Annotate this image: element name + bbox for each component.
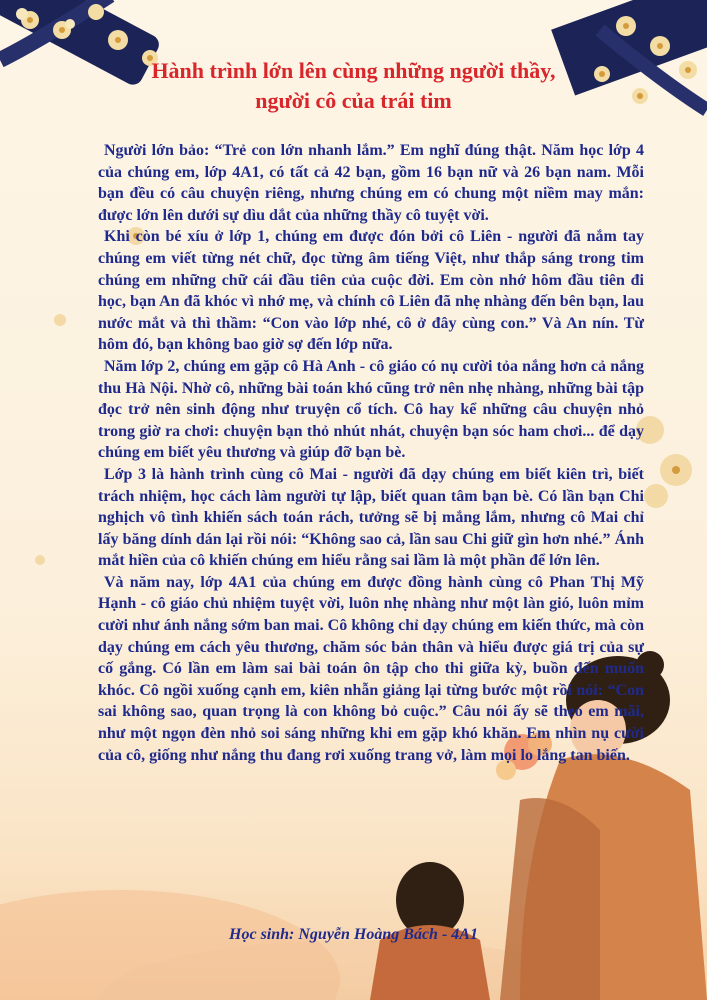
title-line-2: người cô của trái tim xyxy=(255,88,452,113)
author-signature: Học sinh: Nguyễn Hoàng Bách - 4A1 xyxy=(229,926,478,943)
paragraph-2: Khi còn bé xíu ở lớp 1, chúng em được đón bởi cô Liên - người đã nắm tay chúng em viết từng nét chữ, đọc từng âm tiếng Việt, như thắp sáng trong tim chúng em những chữ cái đầu tiên của cuộc đời. Em còn nhớ hôm đầu tiên đi học, bạn An đã khóc vì nhớ mẹ, và chính cô Liên đã nhẹ nhàng đến bên bạn, lau nước mắt và thì thầm: “Con vào lớp nhé, cô ở đây cùng con.” Và An nín. Từ hôm đó, bạn không bao giờ sợ đến lớp nữa. xyxy=(98,228,644,354)
title-line-1: Hành trình lớn lên cùng những người thầy, xyxy=(151,58,556,83)
paragraph-4: Lớp 3 là hành trình cùng cô Mai - người đã dạy chúng em biết kiên trì, biết trách nhiệm, học cách làm người tự lập, biết quan tâm bạn bè. Có lần bạn Chi nghịch vô tình khiến sách toán rách, tưởng sẽ bị mắng lắm, nhưng cô Mai chỉ lấy băng dính dán lại rồi nói: “Không sao cả, lần sau Chi giữ gìn hơn nhé.” Ánh mắt hiền của cô khiến chúng em hiểu rằng sai lầm là một phần để lớn lên. xyxy=(98,465,644,570)
paragraph-1: Người lớn bảo: “Trẻ con lớn nhanh lắm.” Em nghĩ đúng thật. Năm học lớp 4 của chúng em, lớp 4A1, có tất cả 42 bạn, gồm 16 bạn nữ và 26 bạn nam. Mỗi bạn đều có câu chuyện riêng, nhưng chúng em có chung một niềm may mắn: được lớn lên dưới sự dìu dắt của những thầy cô tuyệt vời. xyxy=(98,142,644,224)
paragraph-5: Và năm nay, lớp 4A1 của chúng em được đồng hành cùng cô Phan Thị Mỹ Hạnh - cô giáo chủ nhiệm tuyệt vời, luôn nhẹ nhàng như một làn gió, luôn mỉm cười như ánh nắng sớm ban mai. Cô không chỉ dạy chúng em kiến thức, mà còn dạy chúng em cách yêu thương, chăm sóc bản thân và hiểu được giá trị của sự cố gắng. Có lần em làm sai bài toán ôn tập cho thi giữa kỳ, buồn đến muốn khóc. Cô ngồi xuống cạnh em, kiên nhẫn giảng lại từng bước một rồi nói: “Con sai không sao, quan trọng là con không bỏ cuộc.” Câu nói ấy sẽ theo em mãi, như một ngọn đèn nhỏ soi sáng những khi em gặp khó khăn. Em nhìn nụ cười của cô, giống như nắng thu đang rơi xuống trang vở, làm mọi lo lắng tan biến. xyxy=(98,573,644,764)
paragraph-3: Năm lớp 2, chúng em gặp cô Hà Anh - cô giáo có nụ cười tỏa nắng hơn cả nắng thu Hà Nội. Nhờ cô, những bài toán khó cũng trở nên nhẹ nhàng, những bài tập đọc trở nên sinh động như truyện cổ tích. Cô hay kể những câu chuyện nhỏ trong giờ ra chơi: chuyện bạn thỏ nhút nhát, chuyện bạn sóc ham chơi... để dạy chúng em biết yêu thương và giúp đỡ bạn bè. xyxy=(98,357,644,462)
page-title xyxy=(60,56,647,116)
article-body xyxy=(98,140,644,766)
